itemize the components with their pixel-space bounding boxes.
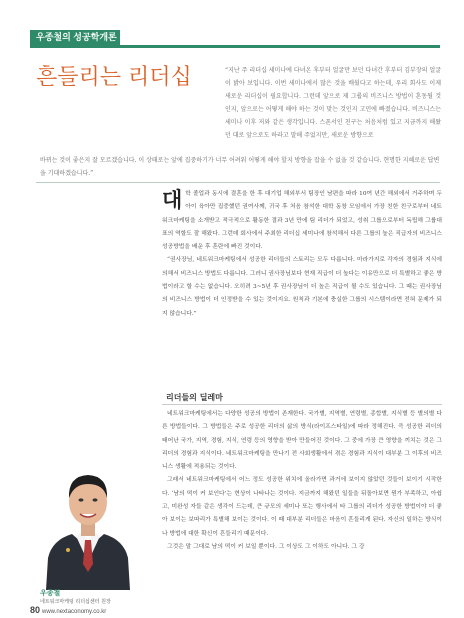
subheading: 리더들의 딜레마	[166, 393, 223, 402]
site-url[interactable]: www.nextaconomy.co.kr	[42, 609, 107, 615]
paragraph-3: 네트워크마케팅에서는 다양한 성공의 방법이 존재한다. 국가별, 지역별, 연령별, 종합별, 지식별 등 별의별 다른 방법들이다. 그 방법들은 주로 성공한 리더의 삶의 방식(라이프스타일)에 따라 정해진다. 즉 성공한 리더의 태어난 국가, 지역, 경험, 지식, 연령 등의 영향을 받아 만들어진 것이다. 그 중에 가장 큰 영향을 끼치는 것은 그 리더의 경험과 지식이다. 네트워크마케팅을 만나기 전 사회생활에서 겪은 경험과 지식이 대부분 그 이후의 비즈니스 생활에 적용되는 것이다.	[162, 411, 442, 471]
body-column-bottom	[162, 408, 442, 554]
paragraph-5: 그것은 말 그대로 남의 떡이 커 보일 뿐이다. 그 이상도 그 이하도 아니다. 그 강	[167, 543, 365, 550]
paragraph-2: “권사장님, 네트워크마케팅에서 성공한 리더들의 스토리는 모두 다릅니다. 마라가지로 각자의 경험과 지식에 의해서 비즈니스 방법도 다릅니다. 그러니 권사장님보다 현재 직급이 더 높다는 이유만으로 더 특별하고 좋은 방법이라고 할 수는 없습니다. 오히려 3~5년 후 권사장님이 더 높은 직급이 될 수도 있습니다. 그 때는 권사장님의 비즈니스 방법이 더 인정받을 수 있는 것이지요. 원칙과 기본에 충실한 그룹의 시스템이라면 전혀 문제가 되지 않습니다.”	[162, 257, 442, 317]
drop-cap: 대	[162, 187, 183, 212]
section-label: 우종철의 성공학개론	[30, 30, 120, 45]
paragraph-1	[162, 188, 442, 254]
author-name: 우종철	[40, 589, 61, 597]
page-number: 80	[30, 605, 41, 615]
body-column-top	[162, 188, 442, 321]
subheading-rule	[162, 404, 442, 405]
author-title: 네트워크마케팅 리더십센터 원장	[40, 599, 111, 605]
lead-quote-continued: 바뀌는 것이 좋은지 잘 모르겠습니다. 이 상태로는 앞에 집중하기가 너무 어려워 어떻게 해야 할지 방향을 잡을 수 없을 것 같습니다. 현명한 지혜로운 답변을 기대하겠습니다.”	[40, 157, 440, 177]
paragraph-1-text: 학 졸업과 동시에 결혼을 한 후 대기업 해외부서 팀장인 남편을 따라 10여 년간 해외에서 거주하며 두 아이 육아만 집중했던 권여사께, 귀국 후 처음 참석한 대학 동창 모임에서 가장 친한 친구로부터 네트워크마케팅을 소개받고 적극적으로 활동한 결과 3년 만에 팀 리더가 되었고, 성취 그룹으로부터 독립해 그룹대표의 역할도 잘 해왔다. 그런데 회사에서 주최한 리더십 세미나에 참석해서 다른 그룹의 높은 직급자의 비즈니스 성공방법을 배운 후 혼란에 빠진 것이다.	[162, 191, 442, 251]
author-portrait	[38, 440, 138, 590]
paragraph-4: 그래서 네트워크마케팅에서 어느 정도 성공한 위치에 올라가면 과거에 보이지 않았던 것들이 보이기 시작한다. ‘남의 떡이 커 보인다’는 현상이 나타나는 것이다. 지금까지 해왔던 일들을 뒤돌아보면 뭔가 부족하고, 아쉽고, 미완성 자들 같은 생각이 드는데, 큰 규모의 세미나 또는 행사에서 타 그룹의 리더가 성공한 방법이야 더 좋아 보이는 보따리가 특별해 보이는 것이다. 이 때 대부분 리더들은 마음이 흔들리게 된다. 자신의 일하는 방식이나 방법에 대한 확신이 흔들리기 때문이다.	[162, 477, 442, 537]
lead-quote: “지난 주 리더십 세미나에 다녀온 후부터 얼굴만 보던 다녀간 후부터 김부장의 얼굴이 밝아 보입니다. 이번 세미나에서 많은 것을 배웠다고 하는데, 우리 회사도 이제 새로운 리더십이 필요합니다. 그런데 앞으로 제 그룹의 비즈니스 방법이 혼동될 것인지, 앞으로는 어떻게 해야 하는 것이 맞는 것인지 고민에 빠졌습니다. 비즈니스는 세미나 이후 저와 같은 생각입니다. 스폰서인 친구는 처음처럼 있고 지금까지 해왔던 대로 앞으로도 하라고 말해 주었지만, 새로운 방향으로	[225, 67, 441, 139]
header-rule	[30, 45, 440, 48]
page-footer	[30, 600, 106, 618]
lead-divider	[36, 182, 440, 183]
article-title: 흔들리는 리더십	[36, 65, 192, 90]
